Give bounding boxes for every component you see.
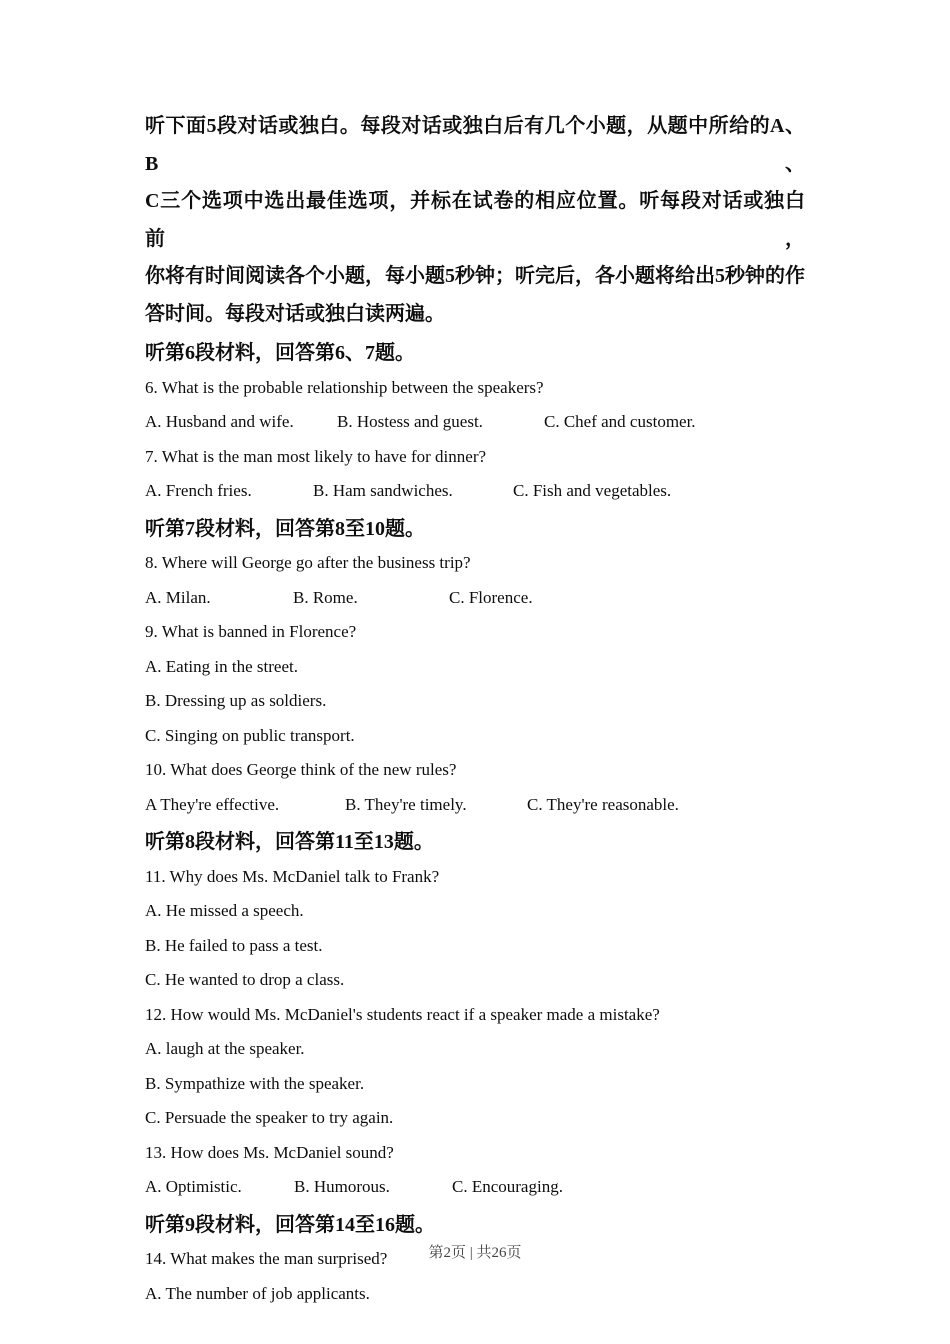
question-7-option-c: C. Fish and vegetables. — [513, 481, 672, 500]
question-9-option-a: A. Eating in the street. — [145, 656, 298, 676]
question-14-text: 14. What makes the man surprised? — [145, 1249, 388, 1268]
question-7-options — [145, 474, 805, 509]
question-10-options — [145, 788, 805, 823]
question-7-text: 7. What is the man most likely to have for dinner? — [145, 446, 487, 466]
question-11-option-b: B. He failed to pass a test. — [145, 935, 323, 955]
question-8-option-c: C. Florence. — [449, 587, 533, 607]
listening-instructions — [145, 108, 805, 333]
question-12-option-a: A. laugh at the speaker. — [145, 1039, 305, 1058]
question-11-option-c: C. He wanted to drop a class. — [145, 970, 345, 989]
question-10-option-c: C. They're reasonable. — [527, 794, 679, 814]
question-10-option-b: B. They're timely. — [345, 794, 467, 814]
page-number-indicator: 第2页 | 共26页 — [428, 1245, 522, 1261]
question-7-option-b: B. Ham sandwiches. — [313, 481, 453, 500]
exam-page-content — [145, 108, 805, 1311]
question-6-text: 6. What is the probable relationship between the speakers? — [145, 377, 544, 397]
question-7-option-a: A. French fries. — [145, 481, 252, 500]
question-10-option-a: A They're effective. — [145, 794, 280, 814]
question-6-option-a: A. Husband and wife. — [145, 412, 294, 431]
question-8-text: 8. Where will George go after the business trip? — [145, 553, 471, 572]
question-13-options — [145, 1170, 805, 1205]
question-9-text: 9. What is banned in Florence? — [145, 622, 357, 641]
section-heading-material-7: 听第7段材料，回答第8至10题。 — [145, 517, 425, 540]
instructions-line-1: 听下面5段对话或独白。每段对话或独白后有几个小题，从题中所给的A、B、 — [145, 115, 805, 175]
question-12-option-c: C. Persuade the speaker to try again. — [145, 1108, 394, 1127]
question-8-options — [145, 581, 805, 616]
question-6-option-b: B. Hostess and guest. — [337, 412, 483, 431]
question-9-option-c: C. Singing on public transport. — [145, 725, 355, 745]
section-heading-material-8: 听第8段材料，回答第11至13题。 — [145, 831, 434, 853]
question-13-option-c: C. Encouraging. — [452, 1177, 563, 1196]
question-6-option-c: C. Chef and customer. — [544, 412, 696, 431]
question-9-option-b: B. Dressing up as soldiers. — [145, 691, 327, 710]
question-8-option-a: A. Milan. — [145, 587, 211, 607]
instructions-line-4: 答时间。每段对话或独白读两遍。 — [145, 302, 445, 325]
question-12-text: 12. How would Ms. McDaniel's students react if a speaker made a mistake? — [145, 1004, 660, 1024]
question-6-options — [145, 405, 805, 440]
section-heading-material-6: 听第6段材料，回答第6、7题。 — [145, 342, 415, 364]
question-13-option-a: A. Optimistic. — [145, 1177, 242, 1196]
question-13-text: 13. How does Ms. McDaniel sound? — [145, 1142, 394, 1162]
question-12-option-b: B. Sympathize with the speaker. — [145, 1073, 365, 1093]
question-10-text: 10. What does George think of the new rules? — [145, 760, 457, 779]
question-11-text: 11. Why does Ms. McDaniel talk to Frank? — [145, 866, 440, 886]
instructions-line-3: 你将有时间阅读各个小题，每小题5秒钟；听完后，各小题将给出5秒钟的作 — [145, 265, 805, 287]
section-heading-material-9: 听第9段材料，回答第14至16题。 — [145, 1213, 435, 1236]
question-14-option-a: A. The number of job applicants. — [145, 1283, 370, 1303]
instructions-line-2: C三个选项中选出最佳选项，并标在试卷的相应位置。听每段对话或独白前， — [145, 190, 805, 250]
question-11-option-a: A. He missed a speech. — [145, 901, 304, 920]
page-footer — [0, 1240, 950, 1266]
question-8-option-b: B. Rome. — [293, 587, 358, 607]
question-13-option-b: B. Humorous. — [294, 1177, 390, 1196]
